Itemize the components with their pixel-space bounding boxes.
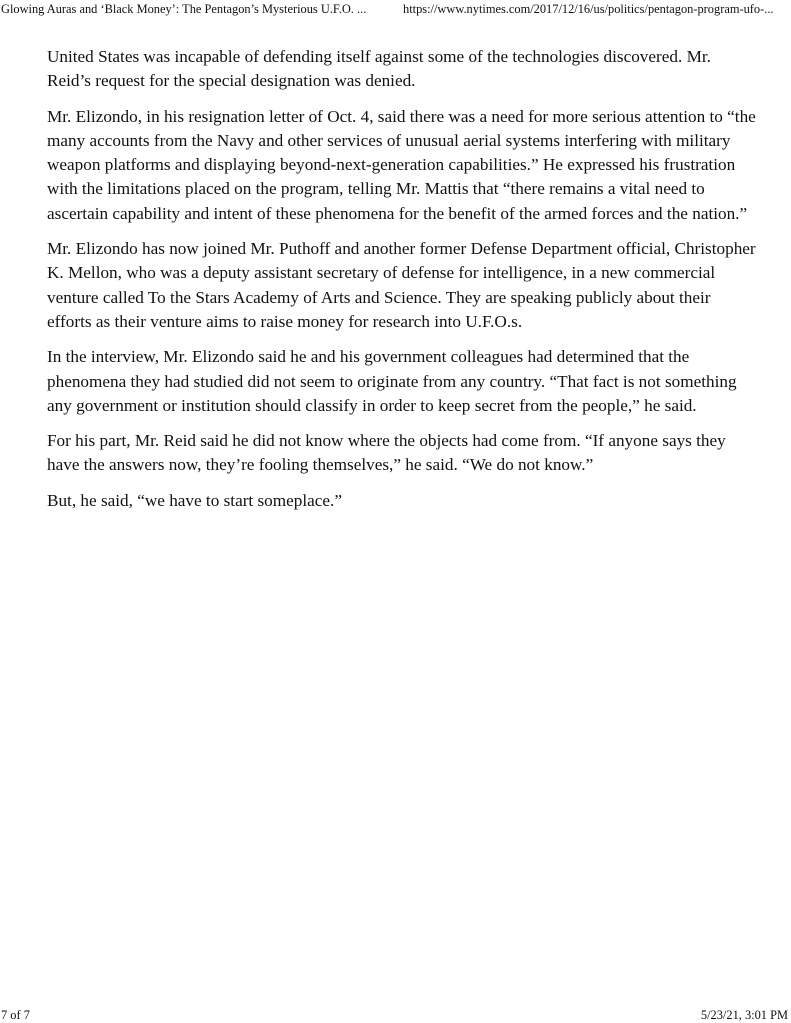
print-footer: [0, 1007, 791, 1023]
print-header: [0, 0, 791, 18]
page-title: Glowing Auras and ‘Black Money’: The Pentagon’s Mysterious U.F.O. ...: [1, 2, 367, 16]
article-paragraph: For his part, Mr. Reid said he did not know where the objects had come from. “If anyone says they have the answers now, they’re fooling themselves,” he said. “We do not know.”: [47, 431, 726, 475]
article-body: [47, 45, 757, 524]
page-indicator: 7 of 7: [1, 1008, 30, 1022]
article-paragraph: But, he said, “we have to start someplace.”: [47, 490, 342, 510]
page-url[interactable]: https://www.nytimes.com/2017/12/16/us/politics/pentagon-program-ufo-...: [403, 2, 774, 16]
article-paragraph: United States was incapable of defending itself against some of the technologies discovered. Mr. Reid’s request for the special designation was denied.: [47, 47, 711, 91]
print-timestamp: 5/23/21, 3:01 PM: [700, 1008, 788, 1022]
article-paragraph: Mr. Elizondo has now joined Mr. Puthoff and another former Defense Department official, Christopher K. Mellon, who was a deputy assistant secretary of defense for intelligence, in a new commercial venture called To the Stars Academy of Arts and Science. They are speaking publicly about their efforts as their venture aims to raise money for research into U.F.O.s.: [47, 239, 756, 331]
article-paragraph: In the interview, Mr. Elizondo said he and his government colleagues had determined that the phenomena they had studied did not seem to originate from any country. “That fact is not something any government or institution should classify in order to keep secret from the people,” he said.: [47, 347, 737, 415]
article-paragraph: Mr. Elizondo, in his resignation letter of Oct. 4, said there was a need for more serious attention to “the many accounts from the Navy and other services of unusual aerial systems interfering with military weapon platforms and displaying beyond-next-generation capabilities.” He expressed his frustration with the limitations placed on the program, telling Mr. Mattis that “there remains a vital need to ascertain capability and intent of these phenomena for the benefit of the armed forces and the nation.”: [47, 106, 756, 223]
